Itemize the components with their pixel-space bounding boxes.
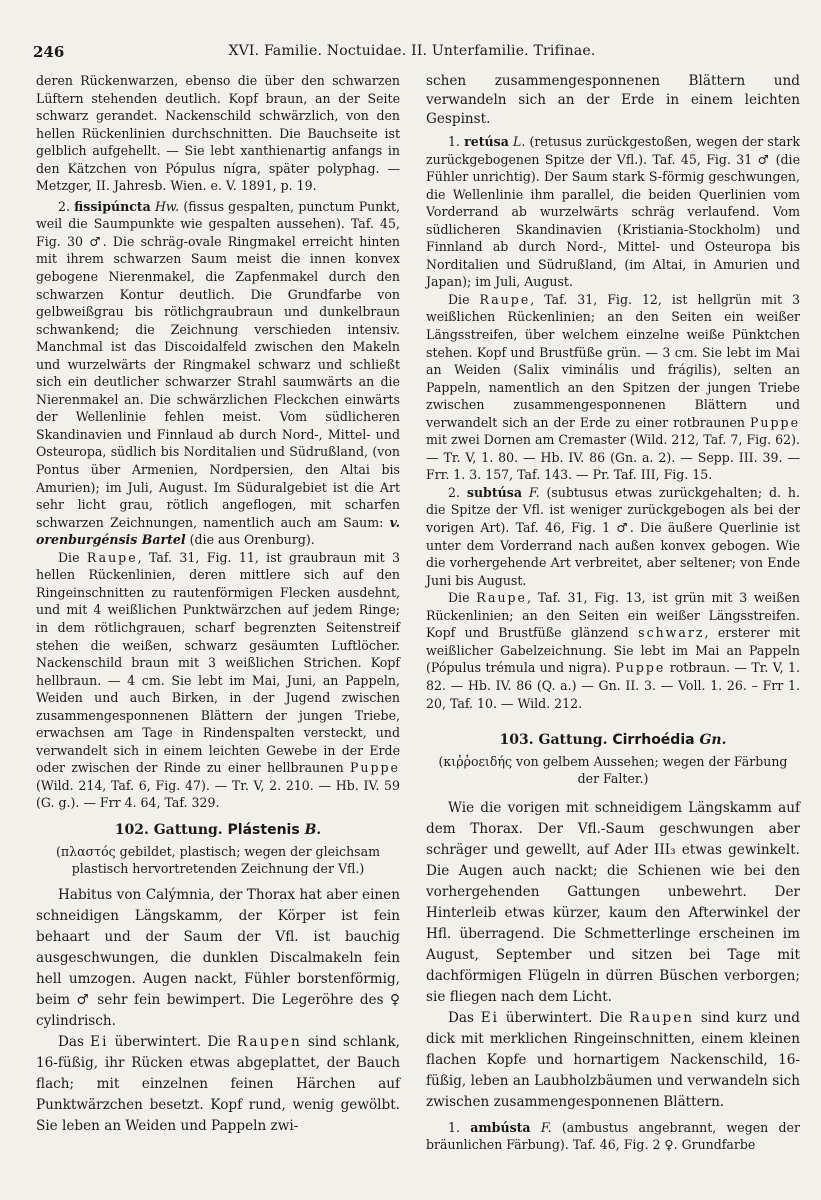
ei-term: Ei	[90, 1033, 109, 1050]
genus-heading-103	[426, 732, 800, 750]
raupen-term: Raupen	[629, 1009, 695, 1026]
puppe-term: Puppe	[749, 414, 800, 430]
variety-name: v. orenburgénsis Bartel	[36, 514, 400, 548]
larva-text: sind kurz und dick mit merklichen Ringeinschnitten, einem kleinen flachen Kopfe und hornartigem Nackenschild, 16-füßig, leben an Laubholzbäumen und verwandeln sich zwischen zusammengesponnenen Blättern.	[426, 1009, 800, 1110]
genus-author: B.	[304, 821, 322, 838]
species-text: (retusus zurückgestoßen, wegen der stark zurückgebogenen Spitze der Vfl.). Taf. 45, Fig. 31 ♂ (die Fühler unrichtig). Der Saum stark S-förmig geschwungen, die Wellenlinie ihm parallel, die beiden Querlinien vom Vorderrand ab wurzelwärts schräg verlaufend. Vom südlicheren Skandinavien (Kristiania-Stockholm) und Finnland ab durch Nord-, Mittel- und Osteuropa bis Norditalien und Südrußland, (im Altai, in Amurien und Japan); im Juli, August.	[426, 134, 800, 290]
species-text: (ambustus angebrannt, wegen der bräunlichen Färbung). Taf. 46, Fig. 2 ♀. Grundfarbe	[426, 1119, 800, 1153]
species-entry-ambusta	[426, 1119, 800, 1154]
genus-name: Cirrhoédia	[612, 732, 695, 749]
species-number: 1.	[448, 134, 460, 149]
puppe-term: Puppe	[349, 760, 400, 776]
larva-paragraph	[426, 291, 800, 484]
text-run: Die	[58, 549, 80, 565]
raupe-term: Raupe	[479, 291, 531, 307]
larva-text: , ersterer mit weißlicher Gabelzeichnung. Sie lebt im Mai an Pappeln (Pópulus trémula und nigra).	[426, 625, 800, 676]
species-entry-fissipuncta	[36, 198, 400, 549]
text-run: überwintert. Die	[114, 1033, 231, 1050]
text-run: Das	[58, 1033, 84, 1050]
species-name: fissipúncta	[74, 198, 151, 214]
text-run: Das	[448, 1009, 474, 1026]
species-author: Hw.	[154, 198, 180, 214]
running-head: XVI. Familie. Noctuidae. II. Unterfamilie. Trifinae.	[228, 43, 596, 59]
text-run: überwintert. Die	[505, 1009, 623, 1026]
larva-text-end: mit zwei Dornen am Cremaster (Wild. 212, Taf. 7, Fig. 62). — Tr. V, 1. 80. — Hb. IV. 86 (Gn. a. 2). — Sepp. III. 39. — Frr. 1. 3. 157, Taf. 143. — Pr. Taf. III, Fig. 15.	[426, 432, 800, 483]
page-header	[33, 43, 791, 65]
genus-prefix: 102. Gattung.	[114, 821, 223, 838]
genus-author: Gn.	[699, 732, 727, 749]
paragraph: schen zusammengesponnenen Blättern und verwandeln sich an der Erde in einem leichten Gespinst.	[426, 73, 800, 127]
larva-text: , Taf. 31, Fig. 13, ist grün mit 3 weißen Rückenlinien; an den Seiten ein weißer Längsstreifen. Kopf und Brustfüße glänzend	[426, 590, 800, 641]
egg-larva-paragraph	[426, 1008, 800, 1113]
species-number: 2.	[448, 484, 460, 500]
larva-text: sind schlank, 16-füßig, ihr Rücken etwas abgeplattet, der Bauch flach; mit einzelnen feinen Härchen auf Punktwärzchen besetzt. Kopf rund, wenig gewölbt. Sie leben an Weiden und Pappeln zwi-	[36, 1033, 401, 1134]
text-run: Die	[448, 590, 470, 606]
egg-larva-paragraph	[36, 1032, 400, 1137]
page-number: 246	[33, 43, 65, 61]
species-name: retúsa	[464, 134, 509, 149]
species-text-end: (die aus Orenburg).	[189, 532, 315, 548]
ei-term: Ei	[480, 1009, 500, 1026]
species-author: L.	[513, 134, 526, 149]
species-text: (subtusus etwas zurückgehalten; d. h. die Spitze der Vfl. ist weniger zurückgebogen als bei der vorigen Art). Taf. 46, Fig. 1 ♂. Die äußere Querlinie ist unter dem Vorderrand nach außen konvex gebogen. Wie die vorhergehende Art verbreitet, aber seltener; von Ende Juni bis August.	[426, 484, 800, 588]
right-column	[426, 72, 800, 1154]
raupe-term: Raupe	[476, 590, 527, 606]
genus-description: Wie die vorigen mit schneidigem Längskamm auf dem Thorax. Der Vfl.-Saum geschwungen aber schräger und gewellt, auf Ader III₃ etwas gewinkelt. Die Augen auch nackt; die Schienen wie bei den vorhergehenden Gattungen unbewehrt. Der Hinterleib etwas kürzer, kaum den Afterwinkel der Hfl. überragend. Die Schmetterlinge erscheinen im August, September und sitzen bei Tage mit dachförmigen Flügeln in dürren Büschen verborgen; sie fliegen nach dem Licht.	[426, 799, 800, 1005]
left-column	[36, 72, 400, 1137]
species-author: F.	[528, 484, 540, 500]
larva-text: , Taf. 31, Fig. 12, ist hellgrün mit 3 weißlichen Rückenlinien; an den Seiten ein weißer Längsstreifen, über welchem einzelne weiße Pünktchen stehen. Kopf und Brustfüße grün. — 3 cm. Sie lebt im Mai an Weiden (Salix viminális und frágilis), selten an Pappeln, namentlich an den Spitzen der jungen Triebe zwischen zusammengesponnenen Blättern und verwandelt sich an der Erde zu einer rotbraunen	[426, 291, 800, 430]
species-name: subtúsa	[466, 484, 522, 500]
species-entry-retusa	[426, 133, 800, 291]
species-number: 2.	[58, 198, 70, 214]
larva-text-end: rotbraun. — Tr. V, 1. 82. — Hb. IV. 86 (Q. a.) — Gn. II. 3. — Voll. 1. 26. – Frr 1. 20, Taf. 10. — Wild. 212.	[426, 660, 801, 711]
raupen-term: Raupen	[236, 1033, 302, 1050]
genus-heading-102	[36, 822, 400, 840]
species-entry-subtusa	[426, 484, 800, 589]
genus-name: Plástenis	[227, 821, 300, 838]
larva-paragraph	[36, 549, 400, 812]
paragraph: deren Rückenwarzen, ebenso die über den schwarzen Lüftern stehenden deutlich. Kopf braun, an der Seite schwarz gerandet. Nackenschild schwärzlich, von den hellen Rückenlinien durchschnitten. Die Bauchseite ist gelblich aufgehellt. — Sie lebt xanthienartig anfangs in den Kätzchen von Pópulus nígra, später polyphag. — Metzger, II. Jahresb. Wien. e. V. 1891, p. 19.	[36, 73, 400, 194]
genus-prefix: 103. Gattung.	[499, 732, 608, 749]
genus-etymology: (κιῤῥοειδής von gelbem Aussehen; wegen der Färbung der Falter.)	[438, 753, 788, 787]
genus-description: Habitus von Calýmnia, der Thorax hat aber einen schneidigen Längskamm, der Körper ist fein behaart und der Saum der Vfl. ist bauchig ausgeschwungen, die dunklen Discalmakeln fein hell umzogen. Augen nackt, Fühler borstenförmig, beim ♂ sehr fein bewimpert. Die Legeröhre des ♀ cylindrisch.	[36, 886, 400, 1029]
raupe-term: Raupe	[86, 549, 138, 565]
puppe-term: Puppe	[615, 660, 666, 676]
larva-paragraph	[426, 589, 800, 712]
genus-etymology: (πλαστός gebildet, plastisch; wegen der gleichsam plastisch hervortretenden Zeichnung der Vfl.)	[56, 843, 380, 877]
larva-text-end: (Wild. 214, Taf. 6, Fig. 47). — Tr. V, 2. 210. — Hb. IV. 59 (G. g.). — Frr 4. 64, Taf. 329.	[36, 777, 400, 811]
species-text: (fissus gespalten, punctum Punkt, weil die Saumpunkte wie gespalten aussehen). Taf. 45, Fig. 30 ♂. Die schräg-ovale Ringmakel erreicht hinten mit ihrem schwarzen Saum meist die innen konvex gebogene Nierenmakel, die Zapfenmakel durch den schwarzen Kontur deutlich. Die Grundfarbe von gelbweißgrau bis rötlichgraubraun und dunkelbraun schwankend; die Zeichnung verschieden intensiv. Manchmal ist das Discoidalfeld zwischen den Makeln und wurzelwärts der Ringmakel schwarz und schließt sich ein deutlicher schwarzer Strahl saumwärts an die Nierenmakel an. Die schwärzlichen Fleckchen einwärts der Wellenlinie fehlen meist. Vom südlicheren Skandinavien und Finnlaud ab durch Nord-, Mittel- und Osteuropa, südlich bis Norditalien und Südrußland, (von Pontus über Armenien, Nordpersien, den Altai bis Amurien); im Juli, August. Im Süduralgebiet ist die Art sehr licht grau, rötlich angeflogen, mit scharfen schwarzen Zeichnungen, namentlich auch am Saum:	[36, 198, 400, 530]
species-name: ambústa	[470, 1119, 531, 1135]
text-run: Die	[448, 291, 470, 307]
larva-text: , Taf. 31, Fig. 11, ist graubraun mit 3 hellen Rückenlinien, deren mittlere sich auf den Ringeinschnitten zu rautenförmigen Flecken ausdehnt, und mit 4 weißlichen Punktwärzchen auf jedem Ringe; in dem rötlichgrauen, scharf begrenzten Seitenstreif stehen die weißen, schwarz gesäumten Luftlöcher. Nackenschild braun mit 3 weißlichen Strichen. Kopf hellbraun. — 4 cm. Sie lebt im Mai, Juni, an Pappeln, Weiden und auch Birken, in der Jugend zwischen zusammengesponnenen Blättern der jungen Triebe, erwachsen am Tage in Rindenspalten versteckt, und verwandelt sich in einem leichten Gewebe in der Erde oder zwischen der Rinde zu einer hellbraunen	[36, 549, 400, 776]
schwarz-term: schwarz	[638, 625, 705, 641]
species-author: F.	[540, 1119, 552, 1135]
species-number: 1.	[448, 1119, 460, 1135]
